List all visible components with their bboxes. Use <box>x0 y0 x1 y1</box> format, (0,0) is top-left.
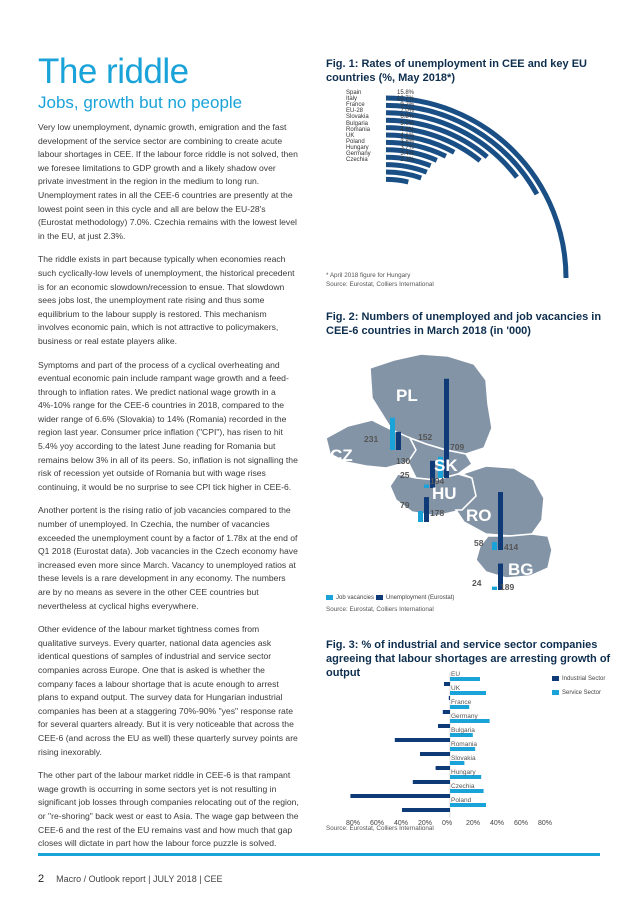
fig3-category-label: Poland <box>451 797 472 804</box>
fig1-value-label: 9.2% <box>400 102 414 109</box>
fig2-legend-unemployment: Unemployment (Eurostat) <box>376 595 454 601</box>
legend-swatch <box>552 676 559 681</box>
fig3-tick-label: 40% <box>490 820 505 827</box>
fig1-value-label: 3.4% <box>400 151 414 157</box>
vacancies-bar-bg <box>492 587 497 590</box>
fig3-chart <box>322 670 612 830</box>
fig3-category-label: Slovakia <box>451 755 476 762</box>
paragraph: Very low unemployment, dynamic growth, emigration and the fast development of the service sector are combining to create acute labour shortages in CEE. If the labour force riddle is not solved, then we foresee limitations to GDP growth and a likely shadow over private investment in the region in the medium to long run. Unemployment rates in all the CEE-6 countries are presently at the lowest point seen in this cycle and all are below the EU-28's (Eurostat methodology) 7.0%. Czechia remains with the lowest level in the EU, at just 2.3%. <box>38 122 298 241</box>
legend-swatch <box>326 595 333 600</box>
fig3-industrial-bar <box>395 738 450 742</box>
fig1-category-label: Italy <box>346 96 358 103</box>
fig3-category-label: Hungary <box>451 769 476 776</box>
legend-swatch <box>552 690 559 695</box>
fig3-tick-label: 60% <box>370 820 385 827</box>
fig3-category-label: UK <box>451 685 461 692</box>
footer <box>38 873 223 885</box>
fig3-category-label: Czechia <box>451 783 475 790</box>
paragraph: Another portent is the rising ratio of job vacancies compared to the number of unemployed. In Czechia, the number of vacancies exceeded the unemployment count by a factor of 1.78x at the end of Q1 2018 (Eurostat data). Job vacancies in the Czech economy have increased even more since March. Vacancy to unemployed ratios at these levels is a rare development in any economy. The numbers are by no means as severe in the other CEE countries but nevertheless at cyclical highs everywhere. <box>38 505 298 611</box>
paragraph: Symptoms and part of the process of a cyclical overheating and eventual economic pain include rampant wage growth and a feed-through to inflation rates. We predict national wage growth in a 4%-10% range for the CEE-6 countries in 2018, compared to the wider range of 6.6% (Slovakia) to 14% (Romania) recorded in the region last year. Consumer price inflation ("CPI"), has risen to hit 5.4% yoy according to the latest June reading for Romania but remains below 3% in all of its peers. So, inflation is not signalling the risk of recession yet outside of Romania but with wage rises continuing, it would be no surprise to see CPI tick higher in CEE-6. <box>38 359 298 492</box>
unemployment-bar-ro <box>498 492 503 550</box>
fig3-legend-service: Service Sector <box>552 690 601 696</box>
fig1-bar-czechia <box>386 179 408 182</box>
vacancies-bar-cz <box>390 418 395 450</box>
fig3-industrial-bar <box>443 710 450 714</box>
fig3-category-label: EU <box>451 671 461 678</box>
fig3-industrial-bar <box>444 682 450 686</box>
vacancies-value: 24 <box>472 578 482 588</box>
unemployment-value: 189 <box>500 582 515 592</box>
page-title: The riddle <box>38 52 189 91</box>
fig3-category-label: France <box>451 699 472 706</box>
fig1-source: Source: Eurostat, Colliers International <box>326 281 434 288</box>
fig3-tick-label: 80% <box>346 820 361 827</box>
fig3-source: Source: Eurostat, Colliers International <box>326 825 434 832</box>
fig3-title: Fig. 3: % of industrial and service sector companies agreeing that labour shortages are arresting growth of output <box>326 639 611 679</box>
fig1-category-label: Bulgaria <box>346 120 369 127</box>
fig1-chart <box>326 88 616 278</box>
fig1-value-label: 5.0% <box>400 120 414 127</box>
paragraph: Other evidence of the labour market tightness comes from qualitative surveys. Every quarter, national data agencies ask identical questions of samples of industrial and service sector companies across Europe. One that is asked is whether the company faces a labour shortage that is acute enough to arrest plans to expand output. The survey data for Hungarian industrial companies has been at a staggering 70%-90% "yes" response rate for several quarters already. But it is very noticeable that across the CEE-6 (and across the EU as well) these quarterly survey points are rising inexorably. <box>38 624 298 757</box>
footer-divider <box>38 853 600 856</box>
vacancies-value: 25 <box>400 470 410 480</box>
fig3-tick-label: 0% <box>442 820 453 827</box>
fig3-industrial-bar <box>350 794 450 798</box>
legend-swatch <box>376 595 383 600</box>
fig1-value-label: 4.1% <box>400 132 414 139</box>
fig1-category-label: France <box>346 102 365 109</box>
body-text <box>38 121 300 861</box>
fig1-value-label: 15.8% <box>396 90 414 96</box>
fig3-category-label: Romania <box>451 741 478 748</box>
unemployment-value: 130 <box>396 456 411 466</box>
fig3-category-label: Germany <box>451 713 478 720</box>
vacancies-value: 231 <box>364 434 379 444</box>
page-number: 2 <box>38 873 45 885</box>
fig3-industrial-bar <box>402 808 450 812</box>
fig2-bars <box>326 350 616 590</box>
vacancies-bar-sk <box>424 485 429 489</box>
fig3-legend-industrial: Industrial Sector <box>552 676 605 682</box>
fig3-industrial-bar <box>436 766 450 770</box>
country-label: BG <box>508 560 534 579</box>
vacancies-value: 79 <box>400 500 410 510</box>
fig1-radial-bars <box>326 88 616 278</box>
country-label: HU <box>432 484 457 503</box>
fig1-category-label: Germany <box>346 151 371 157</box>
fig3-category-label: Bulgaria <box>451 727 475 734</box>
unemployment-bar-hu <box>424 497 429 522</box>
fig1-category-label: Poland <box>346 138 365 145</box>
country-label: RO <box>466 506 492 525</box>
fig3-industrial-bar <box>413 780 450 784</box>
fig1-category-label: Romania <box>346 126 371 133</box>
fig1-note: * April 2018 figure for Hungary <box>326 272 411 279</box>
fig2-map-chart <box>326 350 616 590</box>
fig1-category-label: EU-28 <box>346 108 364 115</box>
unemployment-value: 178 <box>430 508 445 518</box>
fig3-industrial-bar <box>438 724 450 728</box>
fig1-category-label: Spain <box>346 90 362 96</box>
vacancies-bar-ro <box>492 542 497 550</box>
unemployment-value: 194 <box>430 476 445 486</box>
vacancies-value: 58 <box>474 538 484 548</box>
fig1-category-label: Slovakia <box>346 114 369 121</box>
fig1-value-label: 4.6% <box>400 126 414 133</box>
fig1-value-label: 2.3% <box>400 157 414 164</box>
fig1-value-label: 6.8% <box>400 114 414 121</box>
fig1-category-label: Hungary <box>346 144 369 151</box>
unemployment-value: 414 <box>504 542 519 552</box>
country-label: SK <box>434 456 458 475</box>
fig2-legend-vacancies: Job vacancies <box>326 595 374 601</box>
footer-text: Macro / Outlook report | JULY 2018 | CEE <box>56 874 223 884</box>
fig3-tick-label: 40% <box>394 820 409 827</box>
fig3-tick-label: 60% <box>514 820 529 827</box>
unemployment-bar-cz <box>396 432 401 450</box>
page-subtitle: Jobs, growth but no people <box>38 93 243 112</box>
fig2-source: Source: Eurostat, Colliers International <box>326 606 434 613</box>
fig3-tick-label: 20% <box>418 820 433 827</box>
fig3-tick-label: 20% <box>466 820 481 827</box>
fig1-category-label: Czechia <box>346 157 368 164</box>
fig3-tick-label: 80% <box>538 820 553 827</box>
fig1-value-label: 3.7% <box>400 144 414 151</box>
fig1-title: Fig. 1: Rates of unemployment in CEE and key EU countries (%, May 2018*) <box>326 58 587 84</box>
country-label: PL <box>396 386 418 405</box>
fig1-value-label: 3.8% <box>400 138 414 145</box>
vacancies-value: 152 <box>418 432 433 442</box>
fig3-industrial-bar <box>420 752 450 756</box>
vacancies-bar-hu <box>418 511 423 522</box>
fig2-title: Fig. 2: Numbers of unemployed and job vacancies in CEE-6 countries in March 2018 (in '000) <box>326 311 602 337</box>
fig3-industrial-bar <box>449 696 450 700</box>
paragraph: The riddle exists in part because typically when economies reach such cyclically-low levels of unemployment, the historical precedent is for an economic slowdown/recession to ensue. That slowdown sees jobs lost, the unemployment rate rising and thus some equilibrium to the labour supply is restored. This mechanism involves economic pain, which is not attractive to policymakers, business or real estate players alike. <box>38 254 295 346</box>
paragraph: The other part of the labour market riddle in CEE-6 is that rampant wage growth is occurring in some sectors yet is not resulting in significant job losses through companies relocating out of the region, or "re-shoring" back west or east to Asia. The wage gap between the CEE-6 and the rest of the EU remains vast and how much that gap closes will dictate in part how the labour force puzzle is solved. <box>38 770 299 849</box>
unemployment-value: 709 <box>450 442 465 452</box>
country-label: CZ <box>330 446 353 465</box>
fig1-value-label: 7.0% <box>400 108 414 115</box>
fig1-category-label: UK <box>346 132 355 139</box>
fig1-value-label: 10.7% <box>396 96 414 103</box>
